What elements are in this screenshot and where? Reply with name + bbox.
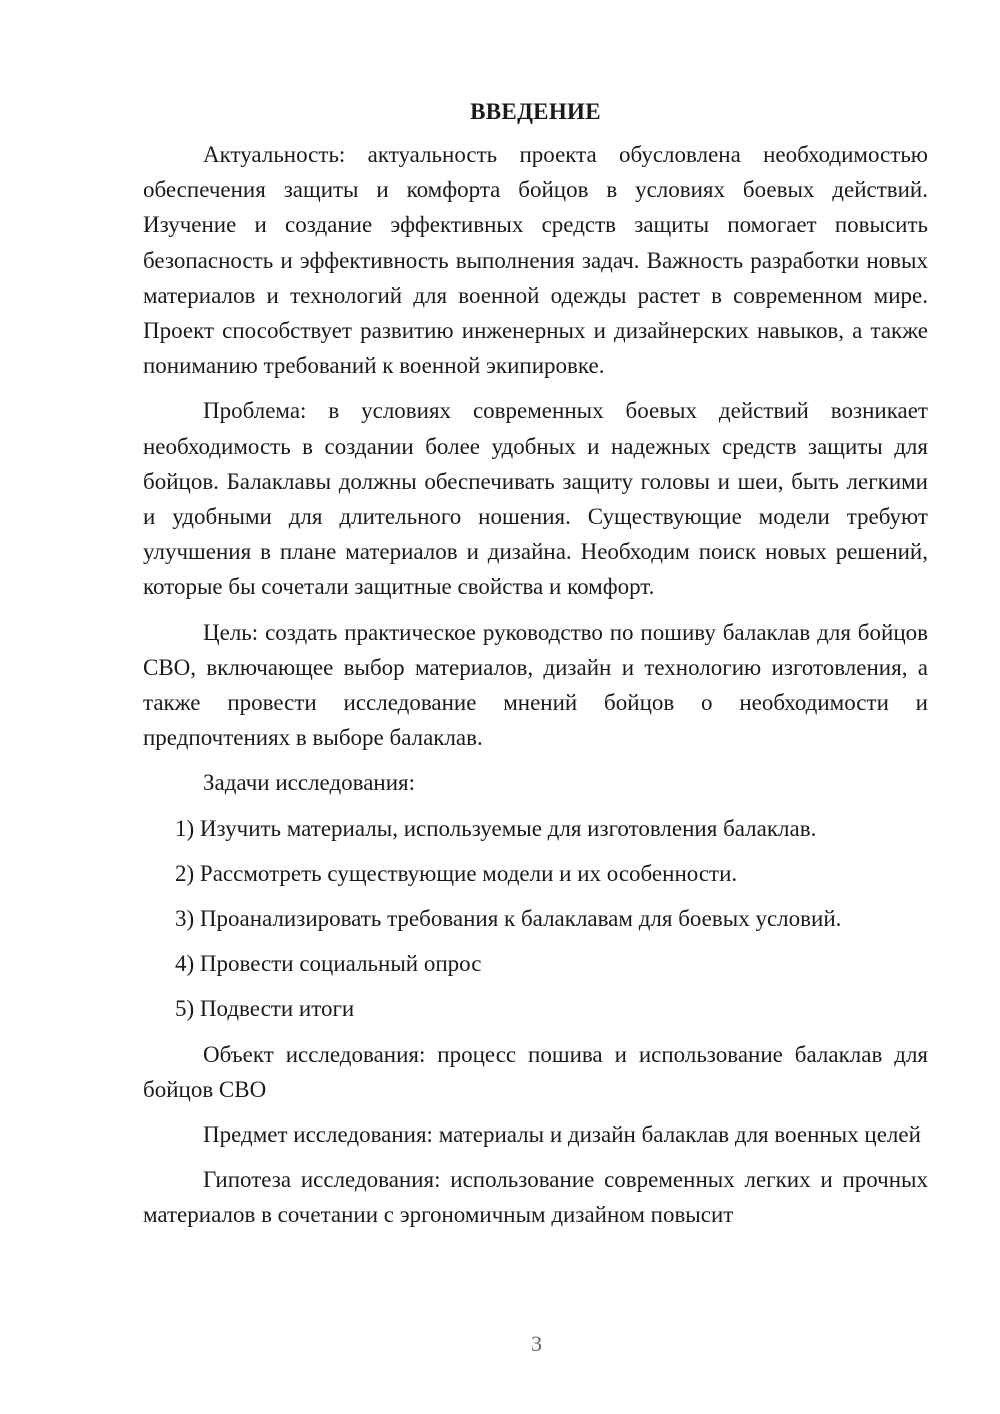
page-number: 3 [531, 1331, 542, 1356]
list-item: 5) Подвести итоги [175, 996, 355, 1022]
subject-paragraph: Предмет исследования: материалы и дизайн балаклав для военных целей [203, 1122, 921, 1148]
list-item: 1) Изучить материалы, используемые для изготовления балаклав. [175, 815, 817, 841]
section-heading: ВВЕДЕНИЕ [470, 99, 601, 124]
list-item: 4) Провести социальный опрос [175, 951, 482, 977]
problem-paragraph: Проблема: в условиях современных боевых действий возникает необходимость в создании более удобных и надежных средств защиты для бойцов. Балаклавы должны обеспечивать защиту головы и шеи, быть легкими и удобными для длительного ношения. Существующие модели требуют улучшения в плане материалов и дизайна. Необходим поиск новых решений, которые бы сочетали защитные свойства и комфорт. [143, 398, 928, 600]
goal-paragraph: Цель: создать практическое руководство по пошиву балаклав для бойцов СВО, включающее выбор материалов, дизайн и технологию изготовления, а также провести исследование мнений бойцов о необходимости и предпочтениях в выборе балаклав. [143, 619, 928, 751]
object-paragraph: Объект исследования: процесс пошива и использование балаклав для бойцов СВО [143, 1041, 928, 1102]
page-content [143, 96, 928, 1243]
list-item: 2) Рассмотреть существующие модели и их особенности. [175, 860, 738, 886]
relevance-paragraph: Актуальность: актуальность проекта обусловлена необходимостью обеспечения защиты и комфорта бойцов в условиях боевых действий. Изучение и создание эффективных средств защиты помогает повысить безопасность и эффективность выполнения задач. Важность разработки новых материалов и технологий для военной одежды растет в современном мире. Проект способствует развитию инженерных и дизайнерских навыков, а также пониманию требований к военной экипировке. [143, 142, 928, 379]
tasks-title: Задачи исследования: [203, 770, 416, 796]
tasks-list [143, 811, 928, 1027]
hypothesis-paragraph: Гипотеза исследования: использование современных легких и прочных материалов в сочетании с эргономичным дизайном повысит [143, 1167, 928, 1228]
list-item: 3) Проанализировать требования к балаклавам для боевых условий. [175, 906, 842, 932]
